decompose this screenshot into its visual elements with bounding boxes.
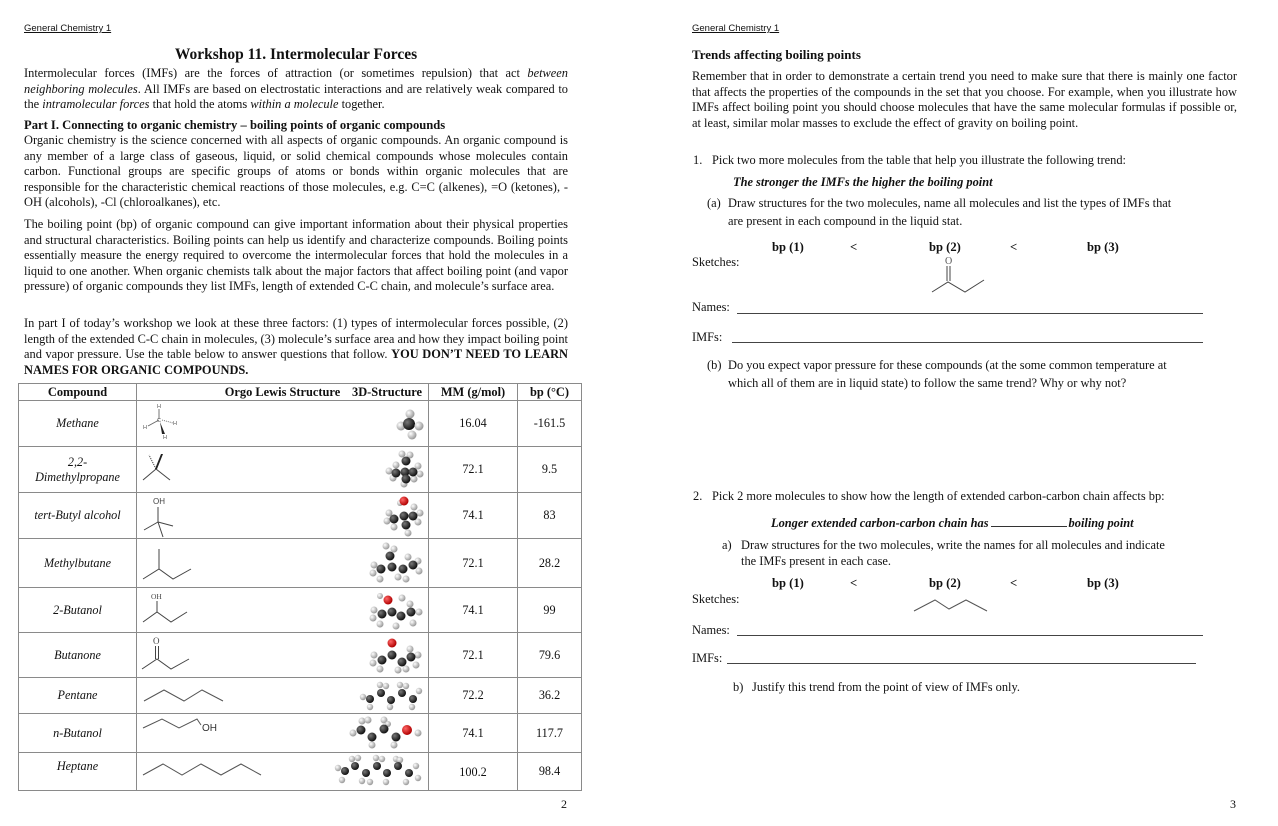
q1-sketches-label: Sketches: (692, 255, 740, 269)
compound-name: Methylbutane (19, 539, 137, 588)
q1-less-than-2: < (1010, 240, 1018, 254)
molar-mass: 72.1 (429, 633, 518, 678)
question-2-text: Pick 2 more molecules to show how the length of extended carbon-carbon chain affects bp: (712, 489, 1165, 503)
header-bp: bp (°C) (518, 384, 582, 401)
q1-bp1-label: bp (1) (772, 240, 804, 254)
compound-name: 2,2- Dimethylpropane (19, 447, 137, 493)
methane-lewis-structure (139, 403, 199, 443)
n-butanol-3d-model (348, 715, 424, 751)
table-row (19, 493, 582, 539)
part1-paragraph-2: The boiling point (bp) of organic compound can give important information about their physical properties and structural characteristics. Boiling points can help us identify and characterize compounds. Boiling points essentially measure the energy required to overcome the intermolecular forces that hold the molecules in a liquid to one another. When organic chemists talk about the major factors that affect boiling point (and vapor pressure) of organic compounds they list IMFs, length of extended C-C chain, and molecule’s surface area. (24, 217, 568, 293)
table-row (19, 678, 582, 714)
structure-cell (137, 539, 429, 588)
page-title: Workshop 11. Intermolecular Forces (174, 46, 418, 63)
running-head: General Chemistry 1 (24, 23, 112, 34)
q2-imfs-label: IMFs: (692, 651, 723, 665)
svg-text:H: H (157, 404, 161, 410)
q1-names-label: Names: (692, 300, 730, 314)
q1-bp3-label: bp (3) (1087, 240, 1119, 254)
svg-text:H: H (163, 435, 167, 441)
table-row (19, 633, 582, 678)
page-number: 2 (561, 797, 567, 811)
question-2-number: 2. (693, 489, 703, 503)
q2-imfs-blank[interactable] (727, 663, 1196, 664)
q1-butanone-sketch (928, 254, 990, 296)
svg-text:H: H (143, 425, 147, 431)
question-2a-text: Draw structures for the two molecules, write the names for all molecules and indicate the IMFs present in each case. (741, 538, 1165, 568)
question-1b-text: Do you expect vapor pressure for these compounds (at the some common temperature at which all of them are in liquid state) to follow the same trend? Why or why not? (728, 358, 1167, 390)
molar-mass: 72.1 (429, 539, 518, 588)
structure-cell (137, 447, 429, 493)
svg-text:OH: OH (153, 497, 165, 506)
header-structures (137, 384, 429, 401)
q2-bp3-label: bp (3) (1087, 576, 1119, 590)
structure-cell (137, 633, 429, 678)
structure-cell (137, 493, 429, 539)
q1-less-than-1: < (850, 240, 858, 254)
q2-sketches-label: Sketches: (692, 592, 740, 606)
molar-mass: 74.1 (429, 714, 518, 753)
molar-mass: 100.2 (429, 753, 518, 791)
svg-text:O: O (945, 256, 953, 267)
boiling-point: 28.2 (518, 539, 582, 588)
header-compound: Compound (19, 384, 137, 401)
molar-mass: 74.1 (429, 493, 518, 539)
butanone-lewis-structure (139, 635, 199, 675)
table-row (19, 753, 582, 791)
molar-mass: 72.2 (429, 678, 518, 714)
molar-mass: 72.1 (429, 447, 518, 493)
structure-cell (137, 401, 429, 447)
boiling-point: 98.4 (518, 753, 582, 791)
compound-name: Butanone (19, 633, 137, 678)
header-lewis: Orgo Lewis Structure (224, 384, 341, 399)
page-3 (640, 0, 1278, 826)
boiling-point: -161.5 (518, 401, 582, 447)
compound-name: Heptane (19, 753, 137, 791)
intro-paragraph: Intermolecular forces (IMFs) are the forces of attraction (or sometimes repulsion) that act between neighboring molecules. All IMFs are based on electrostatic interactions and are relatively weak compared to the intramolecular forces that hold the atoms within a molecule together. (24, 66, 569, 111)
running-head: General Chemistry 1 (692, 23, 780, 34)
svg-text:O: O (153, 636, 160, 646)
q2-names-blank[interactable] (737, 635, 1203, 636)
table-row (19, 539, 582, 588)
q1-bp2-label: bp (2) (929, 240, 961, 254)
methane-3d-model (396, 407, 424, 441)
boiling-point: 9.5 (518, 447, 582, 493)
methylbutane-3d-model (368, 541, 424, 585)
page-number: 3 (1230, 797, 1236, 811)
q2-less-than-1: < (850, 576, 858, 590)
n-butanol-lewis-structure (139, 715, 229, 745)
question-1a-label: (a) (707, 196, 721, 210)
trends-intro-paragraph: Remember that in order to demonstrate a certain trend you need to make sure that there is mainly one factor that affects the properties of the compounds in the set that you choose. For example, when you illustrate how IMFs affect boiling point you should choose molecules that have the same molecular formulas if possible or, at least, similar molar masses to exclude the effect of gravity on boiling point. (692, 69, 1237, 130)
2-butanol-lewis-structure (139, 590, 199, 630)
compound-name: tert-Butyl alcohol (19, 493, 137, 539)
question-1-number: 1. (693, 153, 703, 167)
structure-cell (137, 678, 429, 714)
question-2b-label: b) (733, 680, 744, 694)
svg-text:H: H (173, 421, 177, 427)
2-butanol-3d-model (368, 590, 424, 632)
boiling-point: 83 (518, 493, 582, 539)
q2-names-label: Names: (692, 623, 730, 637)
question-1b-label: (b) (707, 358, 722, 372)
butanone-3d-model (368, 635, 424, 675)
table-row (19, 401, 582, 447)
boiling-point: 36.2 (518, 678, 582, 714)
molar-mass: 16.04 (429, 401, 518, 447)
part1-paragraph-3: In part I of today’s workshop we look at these three factors: (1) types of intermolecular forces possible, (2) length of the extended C-C chain in molecules, (3) molecule’s surface area and how they impact boiling point and vapor pressure. Use the table below to answer questions that follow. YOU DON’T NEED TO LEARN NAMES FOR ORGANIC COMPOUNDS. (24, 316, 568, 377)
tert-butyl-alcohol-3d-model (382, 495, 424, 537)
q1-imfs-label: IMFs: (692, 330, 723, 344)
question-2-trend: Longer extended carbon-carbon chain has boiling point (771, 516, 1134, 530)
structure-cell (137, 588, 429, 633)
boiling-point: 99 (518, 588, 582, 633)
q2-butane-sketch (912, 598, 996, 614)
question-1-text: Pick two more molecules from the table that help you illustrate the following trend: (712, 153, 1126, 167)
structure-cell (137, 753, 429, 791)
question-2a-label: a) (722, 538, 732, 552)
boiling-point: 117.7 (518, 714, 582, 753)
methylbutane-lewis-structure (139, 541, 199, 585)
pentane-3d-model (358, 680, 424, 712)
table-row (19, 714, 582, 753)
part1-paragraph-1: Organic chemistry is the science concerned with all aspects of organic compounds. An organic compound is any member of a large class of gaseous, liquid, or solid chemical compounds whose molecules contain carbon. Functional groups are specific groups of atoms or bonds within organic molecules that are responsible for the characteristic chemical reactions of those molecules, e.g. C=C (alkenes), =O (ketones), -OH (alcohols), -Cl (chloroalkanes), etc. (24, 133, 568, 209)
question-1a-text: Draw structures for the two molecules, name all molecules and list the types of IMFs that are present in each compound in the liquid stat. (728, 196, 1172, 228)
svg-text:OH: OH (151, 592, 162, 601)
heptane-lewis-structure (139, 757, 269, 787)
compound-name: 2-Butanol (19, 588, 137, 633)
dimethylpropane-3d-model (384, 449, 424, 489)
part1-heading: Part I. Connecting to organic chemistry – boiling points of organic compounds (24, 118, 446, 132)
compound-name: Methane (19, 401, 137, 447)
compound-name: Pentane (19, 678, 137, 714)
compound-table (18, 383, 582, 791)
header-mm: MM (g/mol) (429, 384, 518, 401)
heptane-3d-model (334, 754, 424, 788)
compound-name: n-Butanol (19, 714, 137, 753)
q2-trend-blank[interactable] (991, 526, 1067, 527)
structure-cell (137, 714, 429, 753)
question-2b-text: Justify this trend from the point of view of IMFs only. (752, 680, 1020, 694)
table-row (19, 588, 582, 633)
q2-bp2-label: bp (2) (929, 576, 961, 590)
q2-bp1-label: bp (1) (772, 576, 804, 590)
boiling-point: 79.6 (518, 633, 582, 678)
svg-text:OH: OH (202, 723, 217, 734)
q2-less-than-2: < (1010, 576, 1018, 590)
question-1-trend: The stronger the IMFs the higher the boiling point (733, 175, 993, 189)
dimethylpropane-lewis-structure (139, 449, 179, 489)
molar-mass: 74.1 (429, 588, 518, 633)
svg-text:C: C (157, 418, 161, 424)
q1-imfs-blank[interactable] (732, 342, 1203, 343)
header-3d: 3D-Structure (352, 385, 422, 399)
section-heading: Trends affecting boiling points (692, 47, 861, 62)
q1-names-blank[interactable] (737, 313, 1203, 314)
pentane-lewis-structure (139, 681, 229, 711)
tert-butyl-alcohol-lewis-structure (139, 495, 189, 539)
table-header-row (19, 384, 582, 401)
table-row (19, 447, 582, 493)
